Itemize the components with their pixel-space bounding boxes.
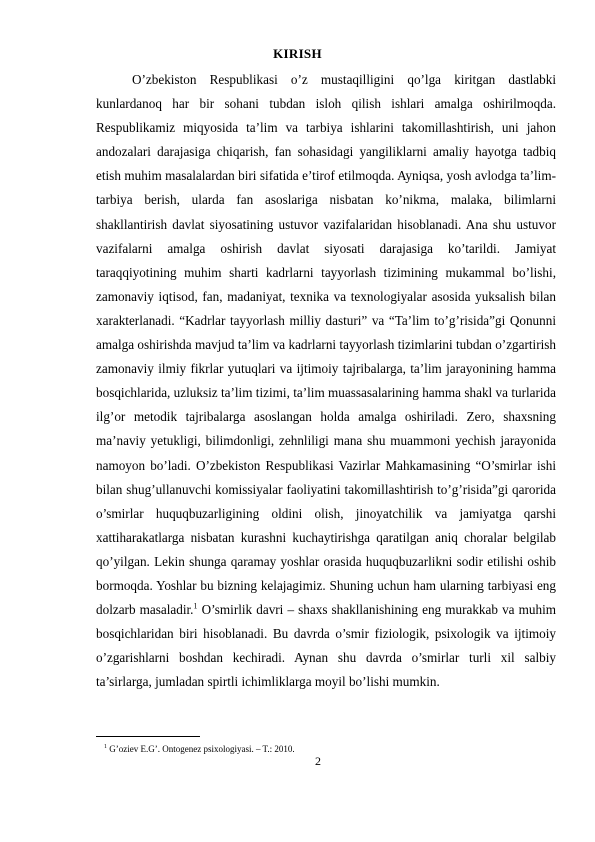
footnote-number: 1 xyxy=(104,744,107,750)
body-paragraph xyxy=(96,68,556,694)
footnote-reference[interactable]: 1 xyxy=(193,601,198,611)
paragraph-text-main: O’zbekiston Respublikasi o’z mustaqilligini qo’lga kiritgan dastlabki kunlardanoq har bir sohani tubdan isloh qilish ishlari amalga oshirilmoqda. Respublikamiz miqyosida ta’lim va tarbiya ishlarini takomillashtirish, uni jahon andozalari darajasiga chiqarish, fan sohasidagi yangiliklarni amaliy hayotga tadbiq etish muhim masalalardan biri sifatida e’tirof etilmoqda. Ayniqsa, yosh avlodga ta’lim-tarbiya berish, ularda fan asoslariga nisbatan ko’nikma, malaka, bilimlarni shakllantirish davlat siyosatining ustuvor vazifalaridan hisoblanadi. Ana shu ustuvor vazifalarni amalga oshirish davlat siyosati darajasiga ko’tarildi. Jamiyat taraqqiyotining muhim sharti kadrlarni tayyorlash tizimining mukammal bo’lishi, zamonaviy iqtisod, fan, madaniyat, texnika va texnologiyalar asosida yuksalish bilan xarakterlanadi. “Kadrlar tayyorlash milliy dasturi” va “Ta’lim to’g’risida”gi Qonunni amalga oshirishda mavjud ta’lim va kadrlarni tayyorlash tizimlarini tubdan o’zgartirish zamonaviy ilmiy fikrlar yutuqlari va ijtimoiy tajribalarga, ta’lim jarayonining hamma bosqichlarida, uzluksiz ta’lim tizimi, ta’lim muassasalarining hamma shakl va turlarida ilg’or metodik tajribalarga asoslangan holda amalga oshiriladi. Zero, shaxsning ma’naviy yetukligi, bilimdonligi, zehnliligi mana shu muammoni yechish jarayonida namoyon bo’ladi. O’zbekiston Respublikasi Vazirlar Mahkamasining “O’smirlar ishi bilan shug’ullanuvchi komissiyalar faoliyatini takomillashtirish to’g’risida”gi qarorida o’smirlar huquqbuzarligining oldini olish, jinoyatchilik va jamiyatga qarshi xattiharakatlarga nisbatan kurashni kuchaytirishga qaratilgan aniq choralar belgilab qo’yilgan. Lekin shunga qaramay yoshlar orasida huquqbuzarlikni sodir etilishi oshib bormoqda. Yoshlar bu bizning kelajagimiz. Shuning uchun ham ularning tarbiyasi eng dolzarb masaladir. xyxy=(96,72,556,618)
paragraph-text-continuation: O’smirlik davri – shaxs shakllanishining eng murakkab va muhim bosqichlaridan biri hisoblanadi. Bu davrda o’smir fiziologik, psixologik va ijtimoiy o’zgarishlarni boshdan kechiradi. Aynan shu davrda o’smirlar turli xil salbiy ta’sirlarga, jumladan spirtli ichimliklarga moyil bo’lishi mumkin. xyxy=(96,602,556,690)
footnote-text: G’oziev E.G’. Ontogenez psixologiyasi. – T.: 2010. xyxy=(107,744,295,754)
section-heading: KIRISH xyxy=(273,46,322,61)
footnote-separator xyxy=(96,736,200,737)
page-number: 2 xyxy=(315,754,321,768)
